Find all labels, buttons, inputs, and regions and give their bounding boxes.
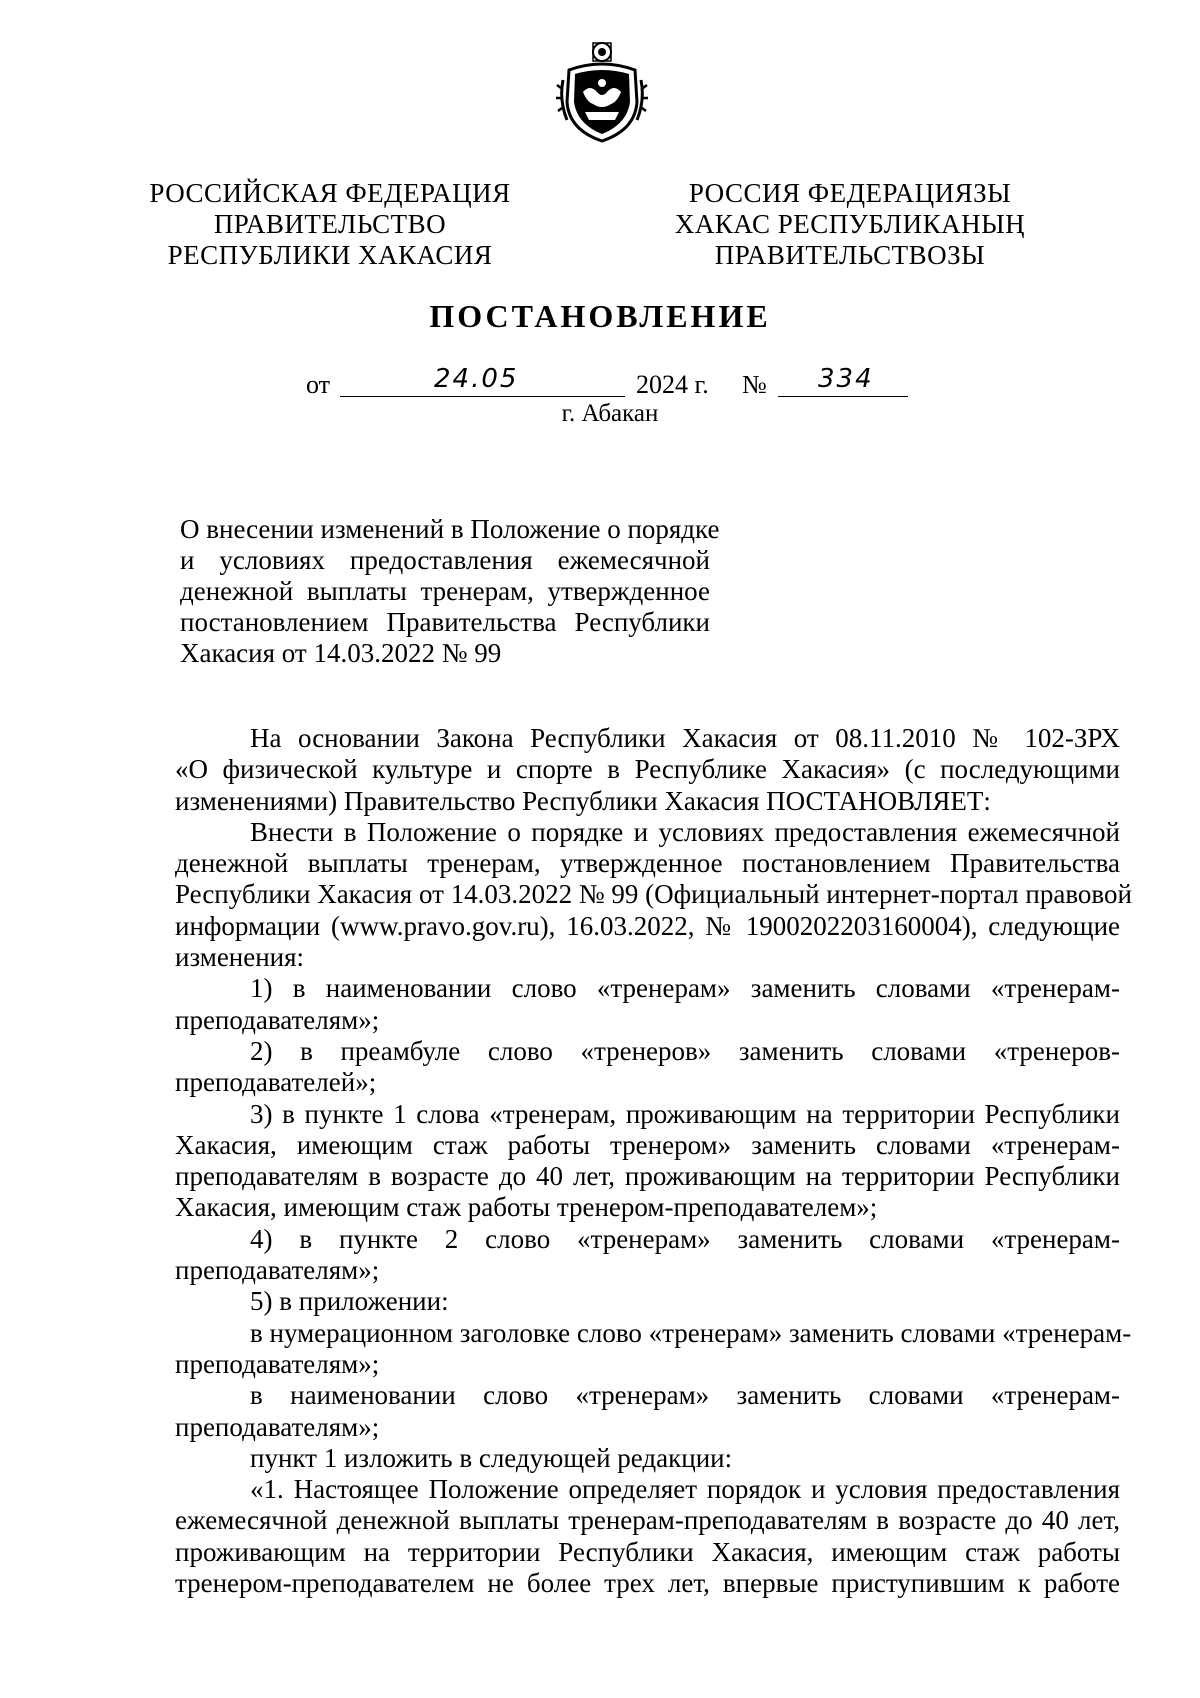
body-line: денежной выплаты тренерам, утвержденное постановлением Правительства <box>175 848 1120 879</box>
header-left-line: ПРАВИТЕЛЬСТВО <box>213 209 447 239</box>
body-line: 1) в наименовании слово «тренерам» заменить словами «тренерам- <box>250 973 1120 1004</box>
city-label: г. Абакан <box>561 400 659 427</box>
body-line: тренером-преподавателем не более трех лет, впервые приступившим к работе <box>175 1568 1120 1599</box>
date-underline <box>340 396 625 397</box>
body-line: в нумерационном заголовке слово «тренерам» заменить словами «тренерам- <box>250 1317 1132 1348</box>
body-line: Республики Хакасия от 14.03.2022 № 99 (Официальный интернет-портал правовой <box>175 879 1132 910</box>
body-line: ежемесячной денежной выплаты тренерам-преподавателям в возрасте до 40 лет, <box>175 1505 1120 1536</box>
subject-line: О внесении изменений в Положение о порядке <box>180 514 720 544</box>
body-line: пункт 1 изложить в следующей редакции: <box>250 1442 733 1473</box>
header-left-line: РОССИЙСКАЯ ФЕДЕРАЦИЯ <box>149 178 511 208</box>
number-underline <box>778 396 908 397</box>
body-line: 2) в преамбуле слово «тренеров» заменить словами «тренеров- <box>250 1035 1120 1066</box>
body-line: преподавателям»; <box>175 1004 380 1035</box>
body-line: преподавателям»; <box>175 1348 380 1379</box>
subject-line: постановлением Правительства Республики <box>180 607 710 637</box>
body-line: изменениями) Правительство Республики Хакасия ПОСТАНОВЛЯЕТ: <box>175 785 991 816</box>
header-left <box>145 178 515 271</box>
body-line: 4) в пункте 2 слово «тренерам» заменить словами «тренерам- <box>250 1223 1120 1254</box>
body-line: преподавателей»; <box>175 1067 377 1098</box>
body-line: 3) в пункте 1 слова «тренерам, проживающим на территории Республики <box>250 1098 1120 1129</box>
body-line: преподавателям»; <box>175 1411 380 1442</box>
body-line: в наименовании слово «тренерам» заменить словами «тренерам- <box>250 1380 1120 1411</box>
header-right-line: ПРАВИТЕЛЬСТВОЗЫ <box>714 240 986 270</box>
document-body <box>175 723 1132 1599</box>
body-line: проживающим на территории Республики Хакасия, имеющим стаж работы <box>175 1536 1120 1567</box>
coat-of-arms-emblem <box>555 40 649 144</box>
header-right-line: РОССИЯ ФЕДЕРАЦИЯЗЫ <box>688 178 1012 208</box>
document-subject <box>180 514 720 669</box>
number-label: № <box>742 370 767 399</box>
subject-line: Хакасия от 14.03.2022 № 99 <box>180 638 502 668</box>
body-line: преподавателям в возрасте до 40 лет, проживающим на территории Республики <box>175 1161 1120 1192</box>
body-line: Внести в Положение о порядке и условиях предоставления ежемесячной <box>250 816 1120 847</box>
body-line: информации (www.pravo.gov.ru), 16.03.2022, № 1900202203160004), следующие <box>175 910 1120 941</box>
handwritten-number: 334 <box>818 364 874 394</box>
body-line: Хакасия, имеющим стаж работы тренером-преподавателем»; <box>175 1192 878 1223</box>
body-line: изменения: <box>175 942 305 973</box>
header-right <box>655 178 1045 271</box>
subject-line: денежной выплаты тренерам, утвержденное <box>180 576 710 606</box>
body-line: Хакасия, имеющим стаж работы тренером» заменить словами «тренерам- <box>175 1129 1120 1160</box>
from-label: от <box>306 370 331 399</box>
handwritten-date: 24.05 <box>434 364 519 394</box>
year-label: 2024 г. <box>636 370 709 399</box>
header-right-line: ХАКАС РЕСПУБЛИКАНЫҢ <box>674 209 1026 239</box>
body-line: На основании Закона Республики Хакасия от 08.11.2010 № 102-ЗРХ <box>250 723 1120 753</box>
header-left-line: РЕСПУБЛИКИ ХАКАСИЯ <box>167 240 493 270</box>
body-line: преподавателям»; <box>175 1255 380 1286</box>
subject-line: и условиях предоставления ежемесячной <box>180 545 710 575</box>
body-line: «О физической культуре и спорте в Республике Хакасия» (с последующими <box>175 754 1120 785</box>
body-line: «1. Настоящее Положение определяет порядок и условия предоставления <box>250 1474 1120 1505</box>
body-line: 5) в приложении: <box>250 1286 449 1317</box>
document-title: ПОСТАНОВЛЕНИЕ <box>429 298 771 334</box>
